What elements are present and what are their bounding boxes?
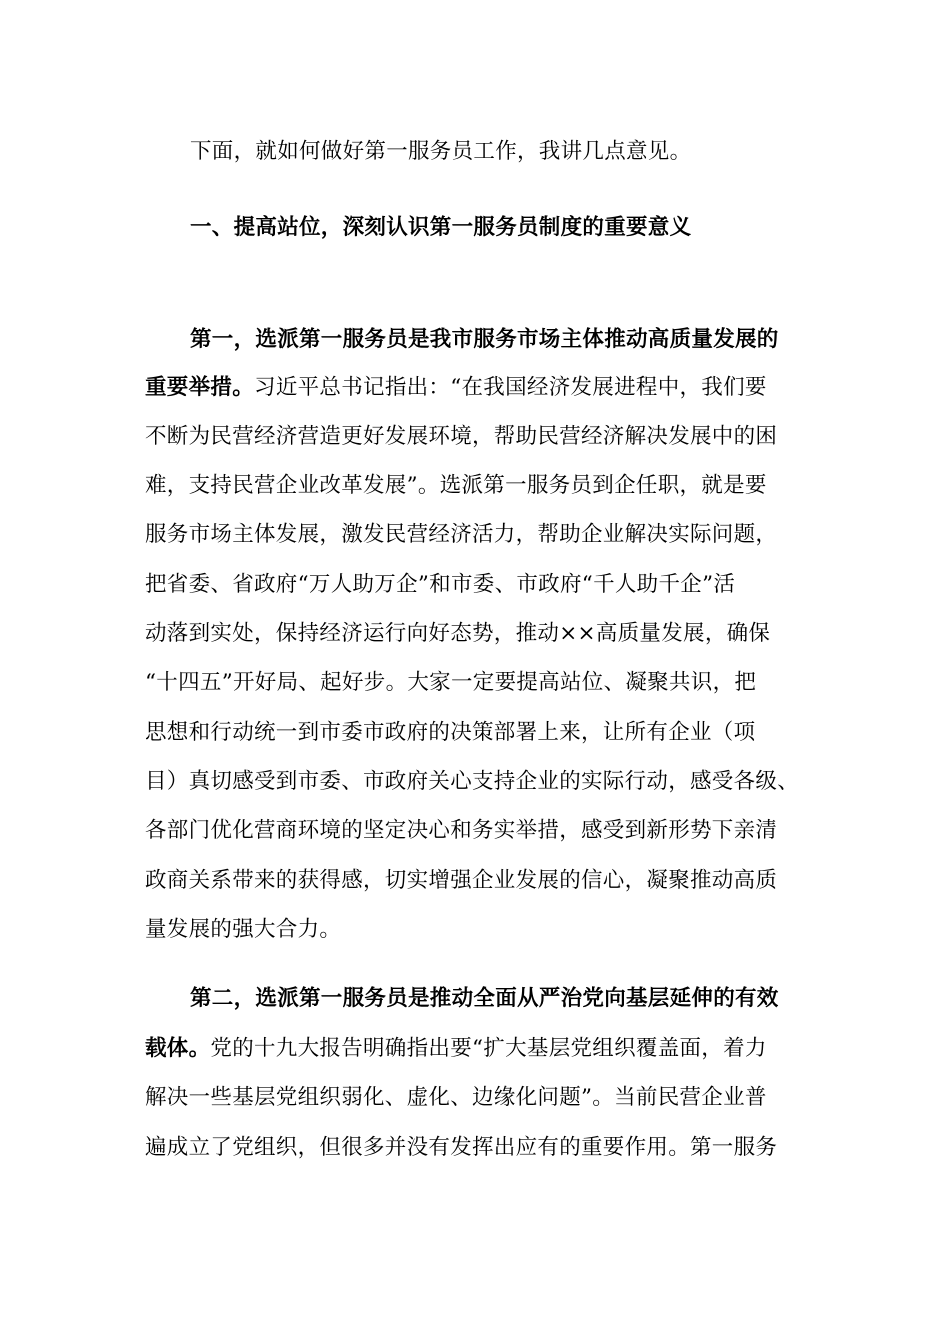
para1-line: 量发展的强大合力。 <box>145 917 342 942</box>
para1-lead-line: 第一，选派第一服务员是我市服务市场主体推动高质量发展的 <box>190 327 779 352</box>
para1-line-2-text: 习近平总书记指出：“在我国经济发展进程中，我们要 <box>254 375 767 400</box>
para2-lead-line: 第二，选派第一服务员是推动全面从严治党向基层延伸的有效 <box>190 986 779 1011</box>
para1-line: 不断为民营经济营造更好发展环境，帮助民营经济解决发展中的困 <box>145 424 778 449</box>
para2-line: 遍成立了党组织，但很多并没有发挥出应有的重要作用。第一服务 <box>145 1135 778 1160</box>
para1-line: “十四五”开好局、起好步。大家一定要提高站位、凝聚共识，把 <box>145 670 757 695</box>
para1-line: 把省委、省政府“万人助万企”和市委、市政府“千人助千企”活 <box>145 572 736 597</box>
para1-line: 目）真切感受到市委、市政府关心支持企业的实际行动，感受各级、 <box>145 769 800 794</box>
para2-lead-end: 载体。 <box>145 1036 211 1061</box>
para2-line-2 <box>145 1034 767 1064</box>
section-heading: 一、提高站位，深刻认识第一服务员制度的重要意义 <box>190 215 692 240</box>
para1-line: 动落到实处，保持经济运行向好态势，推动××高质量发展，确保 <box>145 621 771 646</box>
para1-line: 难，支持民营企业改革发展”。选派第一服务员到企任职，就是要 <box>145 473 767 498</box>
intro-paragraph: 下面，就如何做好第一服务员工作，我讲几点意见。 <box>190 139 692 164</box>
para2-line-2-text: 党的十九大报告明确指出要“扩大基层党组织覆盖面，着力 <box>210 1036 767 1061</box>
para1-line-2 <box>145 373 767 403</box>
para1-line: 各部门优化营商环境的坚定决心和务实举措，感受到新形势下亲清 <box>145 818 778 843</box>
para1-line: 服务市场主体发展，激发民营经济活力，帮助企业解决实际问题， <box>145 522 778 547</box>
para1-line: 思想和行动统一到市委市政府的决策部署上来，让所有企业（项 <box>145 720 756 745</box>
para1-lead-end: 重要举措。 <box>145 375 255 400</box>
para1-line: 政商关系带来的获得感，切实增强企业发展的信心，凝聚推动高质 <box>145 868 778 893</box>
para2-line: 解决一些基层党组织弱化、虚化、边缘化问题”。当前民营企业普 <box>145 1085 767 1110</box>
